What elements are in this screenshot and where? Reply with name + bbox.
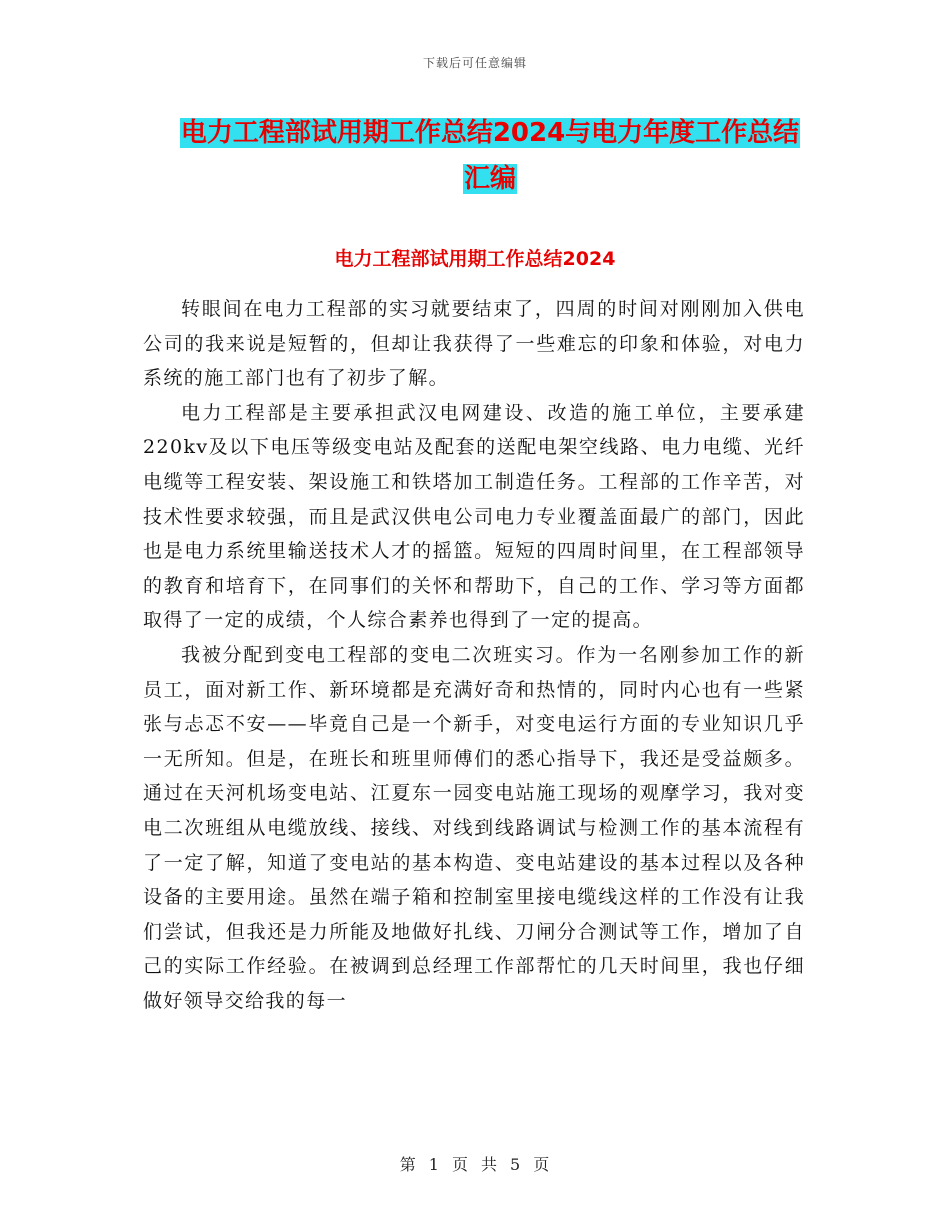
paragraph: 我被分配到变电工程部的变电二次班实习。作为一名刚参加工作的新员工，面对新工作、新环境都是充满好奇和热情的，同时内心也有一些紧张与忐忑不安——毕竟自己是一个新手，对变电运行方面的专业知识几乎一无所知。但是，在班长和班里师傅们的悉心指导下，我还是受益颇多。通过在天河机场变电站、江夏东一园变电站施工现场的观摩学习，我对变电二次班组从电缆放线、接线、对线到线路调试与检测工作的基本流程有了一定了解，知道了变电站的基本构造、变电站建设的基本过程以及各种设备的主要用途。虽然在端子箱和控制室里接电缆线这样的工作没有让我们尝试，但我还是力所能及地做好扎线、刀闸分合测试等工作，增加了自己的实际工作经验。在被调到总经理工作部帮忙的几天时间里，我也仔细做好领导交给我的每一 [143, 643, 805, 1012]
document-title [140, 110, 840, 202]
page-footer [0, 1152, 950, 1175]
footer-page-number: 1 [428, 1155, 440, 1174]
footer-total-pages: 5 [510, 1155, 522, 1174]
footer-page-label: 页 [451, 1155, 469, 1174]
paragraph: 电力工程部是主要承担武汉电网建设、改造的施工单位，主要承建220kv及以下电压等级变电站及配套的送配电架空线路、电力电缆、光纤电缆等工程安装、架设施工和铁塔加工制造任务。工程部的工作辛苦，对技术性要求较强，而且是武汉供电公司电力专业覆盖面最广的部门，因此也是电力系统里输送技术人才的摇篮。短短的四周时间里，在工程部领导的教育和培育下，在同事们的关怀和帮助下，自己的工作、学习等方面都取得了一定的成绩，个人综合素养也得到了一定的提高。 [143, 401, 805, 632]
body-text [143, 292, 805, 1018]
document-title-line2: 汇编 [463, 164, 516, 194]
footer-total-label: 共 [481, 1155, 499, 1174]
section-title: 电力工程部试用期工作总结2024 [334, 248, 616, 270]
footer-prefix: 第 [399, 1155, 417, 1174]
paragraph: 转眼间在电力工程部的实习就要结束了，四周的时间对刚刚加入供电公司的我来说是短暂的，但却让我获得了一些难忘的印象和体验，对电力系统的施工部门也有了初步了解。 [143, 298, 805, 390]
document-title-line1: 电力工程部试用期工作总结2024与电力年度工作总结 [180, 118, 800, 148]
footer-suffix: 页 [533, 1155, 551, 1174]
header-note: 下载后可任意编辑 [422, 56, 527, 70]
